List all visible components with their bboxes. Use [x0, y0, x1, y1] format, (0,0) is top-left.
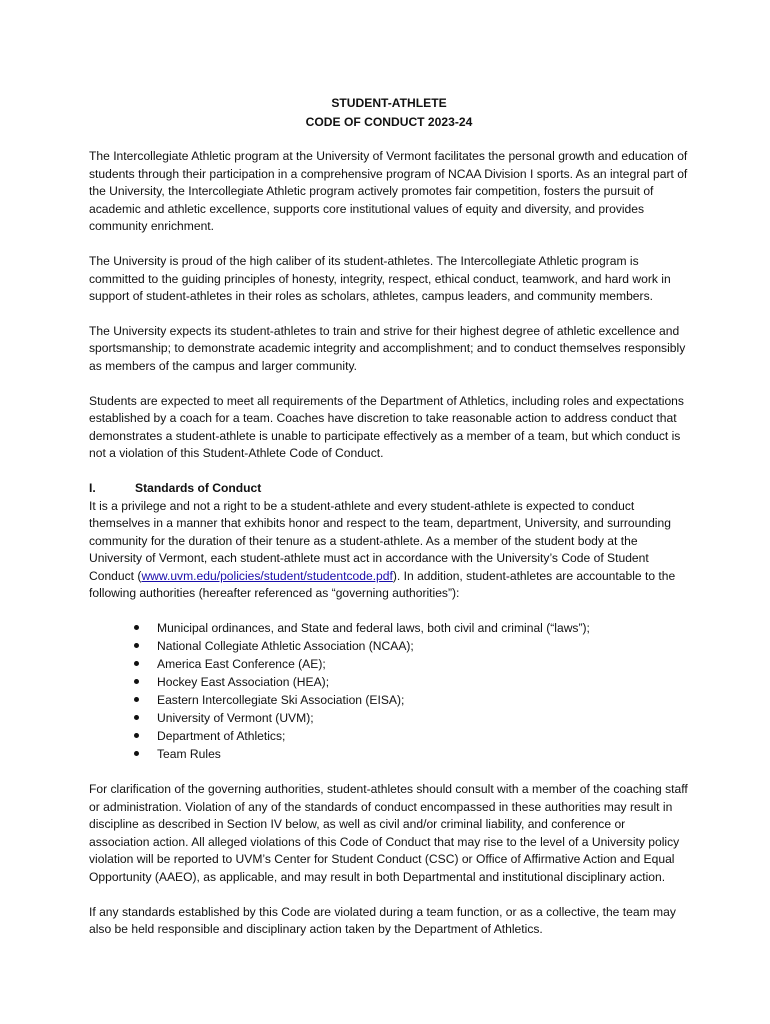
section-text-before-link: It is a privilege and not a right to be a student-athlete and every student-athlete is expected to conduct themselves in a manner that exhibits honor and respect to the team, department, University, and surrounding community for the duration of their tenure as a student-athlete. As a member of the student body at the University of Vermont, each student-athlete must act in accordance with the University’s Code of Student Conduct ( — [89, 498, 671, 583]
section-paragraph — [89, 498, 689, 604]
section-standards-of-conduct — [89, 480, 689, 603]
bullet-icon — [134, 751, 139, 756]
section-title: Standards of Conduct — [135, 480, 262, 495]
bullet-icon — [134, 661, 139, 666]
closing-paragraph-1: For clarification of the governing authorities, student-athletes should consult with a member of the coaching staff or administration. Violation of any of the standards of conduct encompassed in these authorities may result in discipline as described in Section IV below, as well as civil and/or criminal liability, and conference or association action. All alleged violations of this Code of Conduct that may rise to the level of a University policy violation will be reported to UVM’s Center for Student Conduct (CSC) or Office of Affirmative Action and Equal Opportunity (AAEO), as applicable, and may result in both Departmental and institutional disciplinary action. — [89, 782, 688, 885]
bullet-icon — [134, 679, 139, 684]
list-item: Eastern Intercollegiate Ski Association (EISA); — [134, 691, 689, 709]
list-item: National Collegiate Athletic Association (NCAA); — [134, 637, 689, 655]
bullet-icon — [134, 697, 139, 702]
section-number: I. — [89, 480, 96, 495]
list-item: Municipal ordinances, and State and federal laws, both civil and criminal (“laws”); — [134, 619, 689, 637]
document-body — [89, 94, 689, 956]
bullet-icon — [134, 733, 139, 738]
intro-paragraph-4: Students are expected to meet all requirements of the Department of Athletics, including roles and expectations established by a coach for a team. Coaches have discretion to take reasonable action to address conduct that demonstrates a student-athlete is unable to participate effectively as a member of a team, but which conduct is not a violation of this Student-Athlete Code of Conduct. — [89, 393, 684, 461]
list-item: America East Conference (AE); — [134, 655, 689, 673]
closing-paragraph-2: If any standards established by this Code are violated during a team function, or as a collective, the team may also be held responsible and disciplinary action taken by the Department of Athletics. — [89, 904, 676, 937]
intro-paragraph-1: The Intercollegiate Athletic program at the University of Vermont facilitates the personal growth and education of students through their participation in a comprehensive program of NCAA Division I sports. As an integral part of the University, the Intercollegiate Athletic program actively promotes fair competition, fosters the pursuit of academic and athletic excellence, supports core institutional values of equity and diversity, and provides community enrichment. — [89, 149, 688, 234]
bullet-icon — [134, 625, 139, 630]
section-text-after-link: ). In addition, student-athletes are accountable to the following authorities (hereafter referenced as “governing authorities”): — [89, 568, 676, 601]
intro-paragraph-2: The University is proud of the high caliber of its student-athletes. The Intercollegiate Athletic program is committed to the guiding principles of honesty, integrity, respect, ethical conduct, teamwork, and hard work in support of student-athletes in their roles as scholars, athletes, campus leaders, and community members. — [89, 253, 671, 304]
list-item: Department of Athletics; — [134, 727, 689, 745]
list-item: Hockey East Association (HEA); — [134, 673, 689, 691]
list-item: Team Rules — [134, 745, 689, 763]
bullet-icon — [134, 715, 139, 720]
document-title — [89, 94, 689, 132]
title-line-1: STUDENT-ATHLETE — [331, 96, 447, 110]
governing-authorities-list — [89, 619, 689, 763]
list-item: University of Vermont (UVM); — [134, 709, 689, 727]
title-line-2: CODE OF CONDUCT 2023-24 — [305, 115, 473, 129]
student-code-link[interactable]: www.uvm.edu/policies/student/studentcode.pdf — [141, 568, 393, 583]
intro-paragraph-3: The University expects its student-athletes to train and strive for their highest degree of athletic excellence and sportsmanship; to demonstrate academic integrity and accomplishment; and to conduct themselves responsibly as members of the campus and larger community. — [89, 323, 686, 373]
bullet-icon — [134, 643, 139, 648]
section-heading — [89, 480, 689, 498]
